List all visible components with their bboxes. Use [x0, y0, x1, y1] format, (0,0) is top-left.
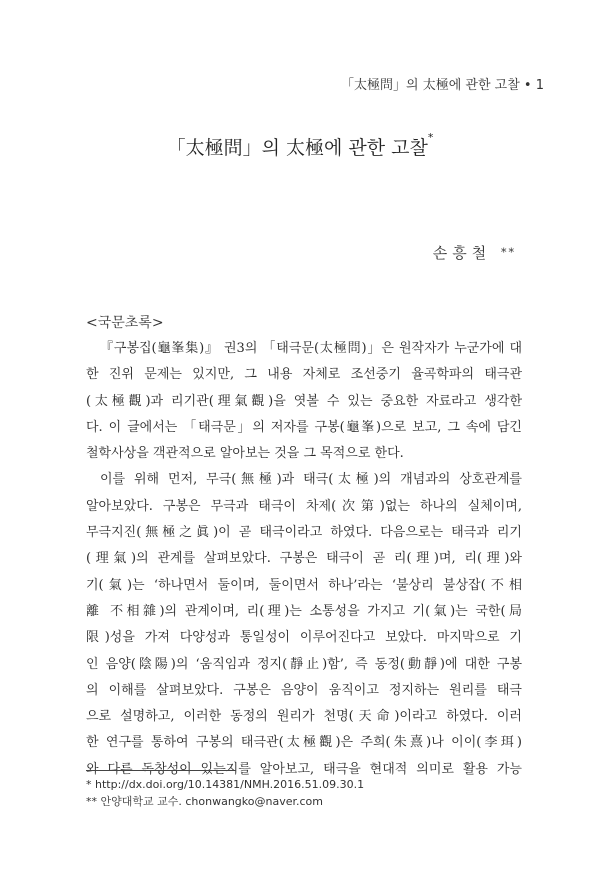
abstract-line: 의 이해를 살펴보았다. 구봉은 음양이 움직이고 정지하는 원리를 태극: [86, 682, 522, 698]
abstract-label: <국문초록>: [86, 315, 164, 331]
footnote-doi: * http://dx.doi.org/10.14381/NMH.2016.51.09.30.1: [86, 778, 365, 791]
footnote-divider: [86, 770, 236, 771]
abstract-line: 으로 설명하고, 이러한 동정의 원리가 천명(天命)이라고 하였다. 이러: [86, 709, 522, 725]
author-footnote-mark: **: [501, 246, 516, 259]
paper-title-text: 「太極問」의 太極에 관한 고찰: [166, 137, 428, 159]
abstract-line: 한 연구를 통하여 구봉의 태극관(太極觀)은 주희(朱熹)나 이이(李珥): [86, 735, 522, 751]
title-footnote-mark: *: [427, 131, 434, 144]
abstract-line: 인 음양(陰陽)의 ‘움직임과 정지(靜止)함’, 즉 동정(動靜)에 대한 구봉: [86, 656, 522, 672]
abstract-line: (太極觀)과 리기관(理氣觀)을 엿볼 수 있는 중요한 자료라고 생각한: [86, 393, 522, 409]
abstract: [86, 310, 522, 783]
abstract-line: 限)성을 가져 다양성과 통일성이 이루어진다고 보았다. 마지막으로 기: [86, 630, 522, 646]
abstract-line: 이를 위해 먼저, 무극(無極)과 태극(太極)의 개념과의 상호관계를: [100, 472, 522, 488]
abstract-line: 기(氣)는 ‘하나면서 둘이며, 둘이면서 하나’라는 ‘불상리 불상잡(不相: [86, 577, 522, 593]
abstract-line: 알아보았다. 구봉은 무극과 태극이 차제(次第)없는 하나의 실체이며,: [86, 498, 522, 514]
footnotes: [86, 776, 364, 810]
author-line: [433, 242, 516, 263]
abstract-line: 『구봉집(龜峯集)』 권3의 「태극문(太極問)」은 원작자가 누군가에 대: [100, 341, 522, 356]
abstract-line: 철학사상을 객관적으로 알아보는 것을 그 목적으로 한다.: [86, 446, 404, 462]
running-header: 「太極問」의 太極에 관한 고찰 • 1: [341, 78, 544, 93]
abstract-line: 무극지진(無極之眞)이 곧 태극이라고 하였다. 다음으로는 태극과 리기: [86, 525, 522, 541]
abstract-line: 離 不相雜)의 관계이며, 리(理)는 소통성을 가지고 기(氣)는 국한(局: [86, 603, 522, 619]
author-name: 손흥철: [432, 244, 492, 262]
footnote-author-affiliation: ** 안양대학교 교수. chonwangko@naver.com: [86, 795, 323, 808]
abstract-line: 한 진위 문제는 있지만, 그 내용 자체로 조선중기 율곡학파의 태극관: [86, 367, 522, 383]
paper-title: [0, 133, 600, 160]
abstract-line: 다. 이 글에서는 「태극문」의 저자를 구봉(龜峯)으로 보고, 그 속에 담긴: [86, 419, 522, 435]
abstract-line: (理氣)의 관계를 살펴보았다. 구봉은 태극이 곧 리(理)며, 리(理)와: [86, 551, 522, 567]
abstract-line: 와 다른 독창성이 있는지를 알아보고, 태극을 현대적 의미로 활용 가능: [86, 761, 522, 777]
